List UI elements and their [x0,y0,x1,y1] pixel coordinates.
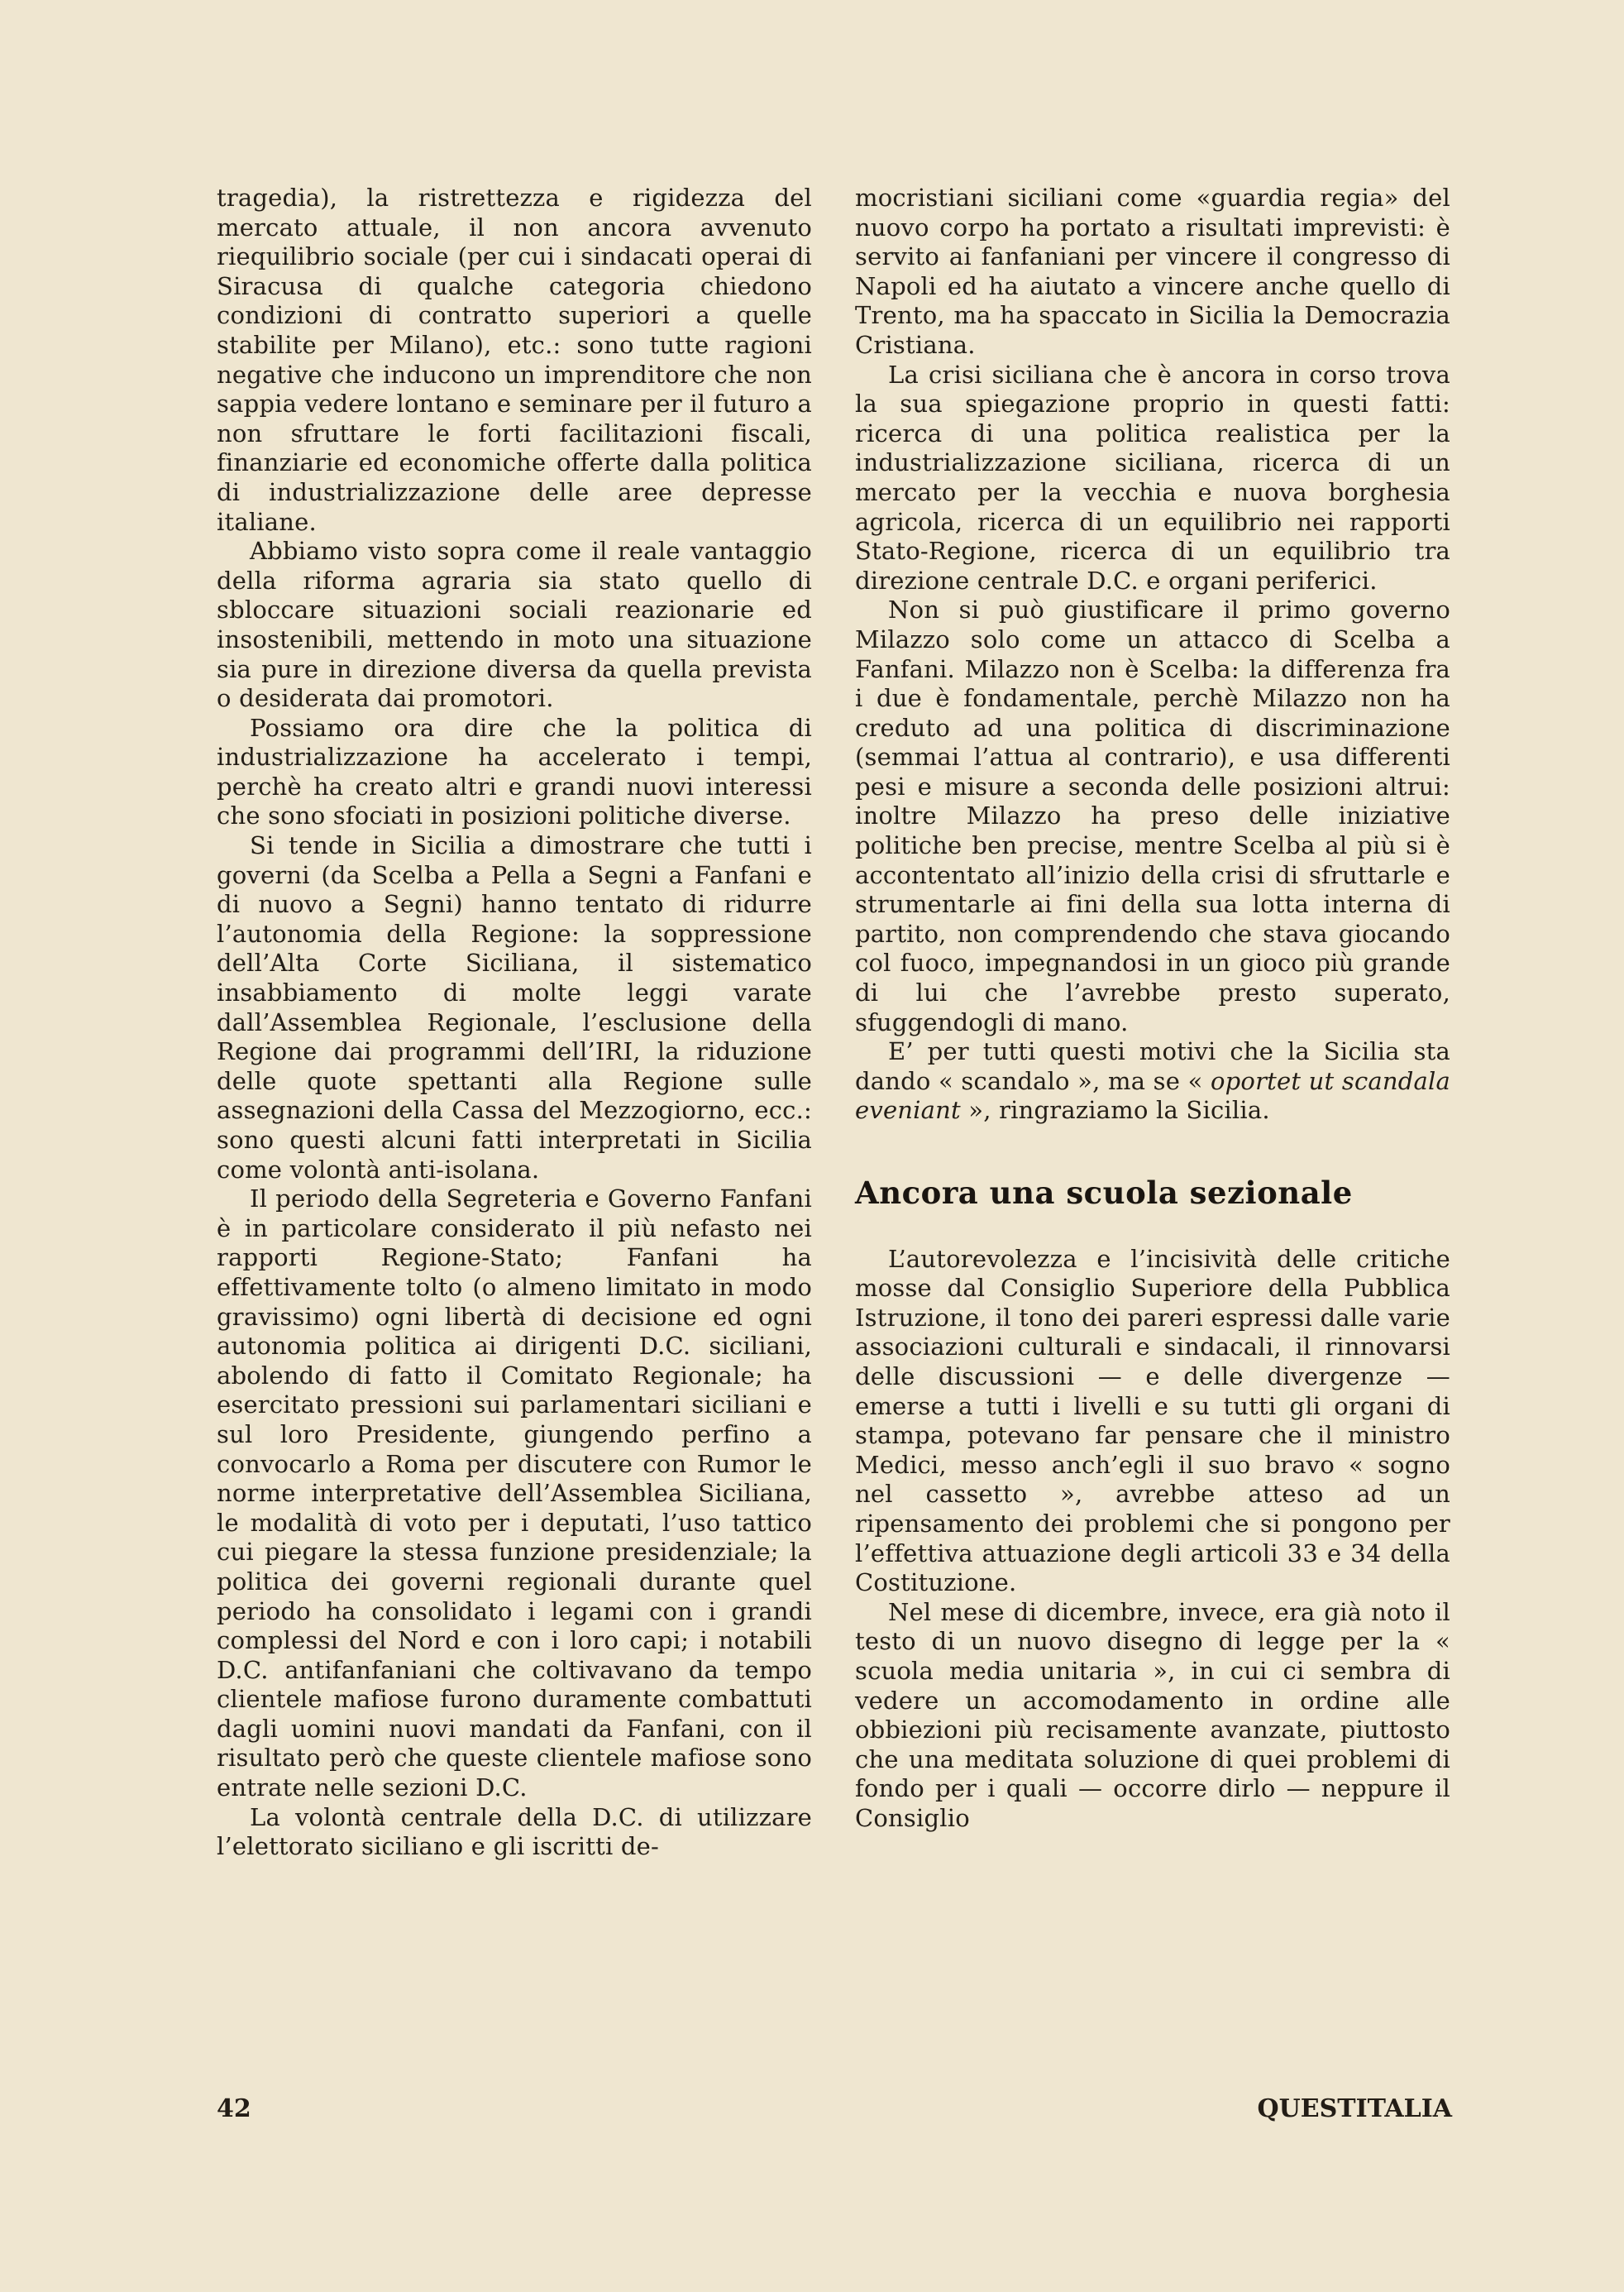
paragraph: L’autorevolezza e l’incisività delle critiche mosse dal Consiglio Superiore della Pubblica Istruzione, il tono dei pareri espressi dalle varie associazioni culturali e sindacali, il rinnovarsi delle discussioni — e delle divergenze — emerse a tutti i livelli e su tutti gli organi di stampa, potevano far pensare che il ministro Medici, messo anch’egli il suo bravo « sogno nel cassetto », avrebbe atteso ad un ripensamento dei problemi che si pongono per l’effettiva attuazione degli articoli 33 e 34 della Costituzione. [855,1244,1450,1597]
paragraph: Non si può giustificare il primo governo Milazzo solo come un attacco di Scelba a Fanfani. Milazzo non è Scelba: la differenza fra i due è fondamentale, perchè Milazzo non ha creduto ad una politica di discriminazione (semmai l’attua al contrario), e usa differenti pesi e misure a seconda delle posizioni altrui: inoltre Milazzo ha preso delle iniziative politiche ben precise, mentre Scelba al più si è accontentato all’inizio della crisi di sfruttarle e strumentarle ai fini della sua lotta interna di partito, non comprendendo che stava giocando col fuoco, impegnandosi in un gioco più grande di lui che l’avrebbe presto superato, sfuggendogli di mano. [855,596,1450,1036]
left-column [217,184,812,1862]
text-run: E’ per tutti questi motivi che la Sicilia sta dando « scandalo », ma se « [855,1037,1450,1095]
paragraph [855,1037,1450,1126]
paragraph: Nel mese di dicembre, invece, era già noto il testo di un nuovo disegno di legge per la « scuola media unitaria », in cui ci sembra di vedere un accomodamento in ordine alle obbiezioni più recisamente avanzate, piuttosto che una meditata soluzione di quei problemi di fondo per i quali — occorre dirlo — neppure il Consiglio [855,1597,1450,1832]
paragraph: La crisi siciliana che è ancora in corso trova la sua spiegazione proprio in questi fatti: ricerca di una politica realistica per la industrializzazione siciliana, ricerca di un mercato per la vecchia e nuova borghesia agricola, ricerca di un equilibrio nei rapporti Stato-Regione, ricerca di un equilibrio tra direzione centrale D.C. e organi periferici. [855,360,1450,595]
latin-quote: oportet ut scandala eveniant [855,1066,1450,1125]
paragraph: Si tende in Sicilia a dimostrare che tutti i governi (da Scelba a Pella a Segni a Fanfani e di nuovo a Segni) hanno tentato di ridurre l’autonomia della Regione: la soppressione dell’Alta Corte Siciliana, il sistematico insabbiamento di molte leggi varate dall’Assemblea Regionale, l’esclusione della Regione dai programmi dell’IRI, la riduzione delle quote spettanti alla Regione sulle assegnazioni della Cassa del Mezzogiorno, ecc.: sono questi alcuni fatti interpretati in Sicilia come volontà anti-isolana. [217,831,812,1184]
page-number: 42 [217,2094,251,2123]
paragraph: tragedia), la ristrettezza e rigidezza del mercato attuale, il non ancora avvenuto riequilibrio sociale (per cui i sindacati operai di Siracusa di qualche categoria chiedono condizioni di contratto superiori a quelle stabilite per Milano), etc.: sono tutte ragioni negative che inducono un imprenditore che non sappia vedere lontano e seminare per il futuro a non sfruttare le forti facilitazioni fiscali, finanziarie ed economiche offerte dalla politica di industrializzazione delle aree depresse italiane. [217,184,812,536]
paragraph: Il periodo della Segreteria e Governo Fanfani è in particolare considerato il più nefasto nei rapporti Regione-Stato; Fanfani ha effettivamente tolto (o almeno limitato in modo gravissimo) ogni libertà di decisione ed ogni autonomia politica ai dirigenti D.C. siciliani, abolendo di fatto il Comitato Regionale; ha esercitato pressioni sui parlamentari siciliani e sul loro Presidente, giungendo perfino a convocarlo a Roma per discutere con Rumor le norme interpretative dell’Assemblea Siciliana, le modalità di voto per i deputati, l’uso tattico cui piegare la stessa funzione presidenziale; la politica dei governi regionali durante quel periodo ha consolidato i legami con i grandi complessi del Nord e con i loro capi; i notabili D.C. antifanfaniani che coltivavano da tempo clientele mafiose furono duramente combattuti dagli uomini nuovi mandati da Fanfani, con il risultato però che queste clientele mafiose sono entrate nelle sezioni D.C. [217,1184,812,1802]
paragraph: Possiamo ora dire che la politica di industrializzazione ha accelerato i tempi, perchè ha creato altri e grandi nuovi interessi che sono sfociati in posizioni politiche diverse. [217,713,812,830]
paragraph: mocristiani siciliani come «guardia regia» del nuovo corpo ha portato a risultati imprevisti: è servito ai fanfaniani per vincere il congresso di Napoli ed ha aiutato a vincere anche quello di Trento, ma ha spaccato in Sicilia la Democrazia Cristiana. [855,184,1450,359]
text-run: », ringraziamo la Sicilia. [960,1096,1270,1125]
paragraph: La volontà centrale della D.C. di utilizzare l’elettorato siciliano e gli iscritti de- [217,1802,812,1861]
magazine-name: QUESTITALIA [1257,2094,1452,2123]
section-heading: Ancora una scuola sezionale [855,1175,1353,1211]
right-column [855,184,1450,1833]
paragraph: Abbiamo visto sopra come il reale vantaggio della riforma agraria sia stato quello di sbloccare situazioni sociali reazionarie ed insostenibili, mettendo in moto una situazione sia pure in direzione diversa da quella prevista o desiderata dai promotori. [217,537,812,713]
page-footer [217,2094,1452,2123]
